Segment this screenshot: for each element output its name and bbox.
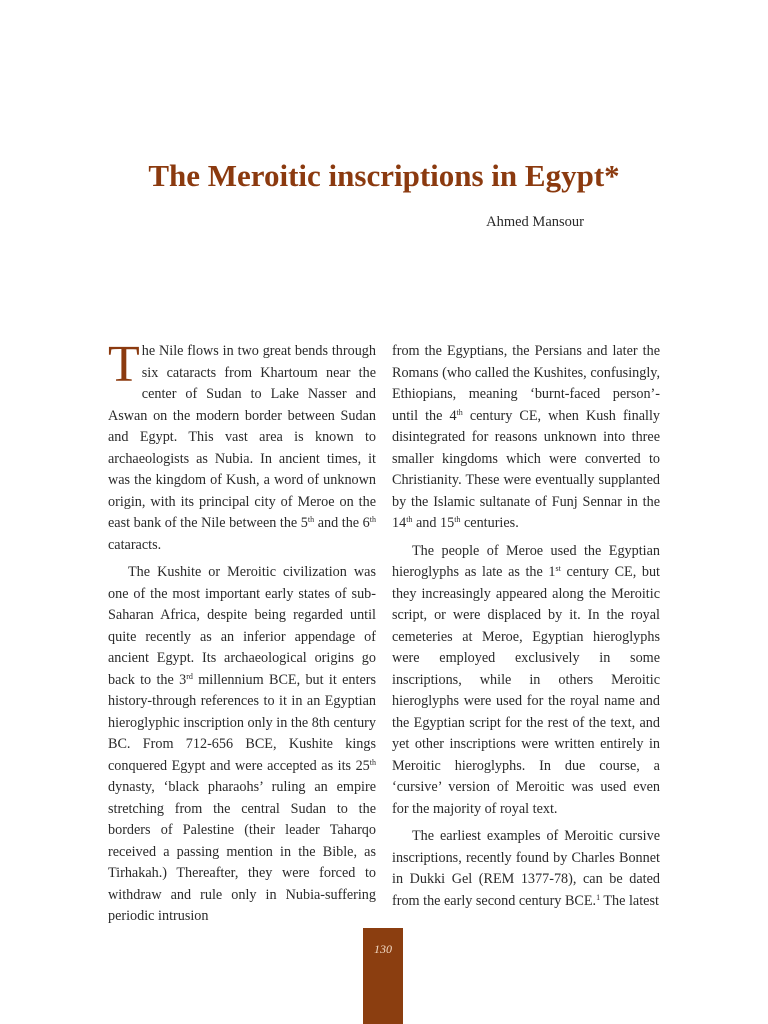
page-number-tab [363,928,403,1024]
left-column [108,336,376,934]
author-name: Ahmed Mansour [486,214,584,230]
drop-cap: T [108,336,140,393]
paragraph: The people of Meroe used the Egyptian hieroglyphs as late as the 1st century CE, but they increasingly appeared along the Meroitic script, or were displaced by it. In the royal cemeteries at Meroe, Egyptian hieroglyphs were employed exclusively in some inscriptions, while in others Meroitic hieroglyphs were used for the royal name and the Egyptian script for the rest of the text, and yet other inscriptions were written entirely in Meroitic hieroglyphs. In due course, a ‘cursive’ version of Meroitic was used even for the majority of royal text. [392,542,660,817]
article-title: The Meroitic inscriptions in Egypt* [148,158,620,193]
paragraph: The Kushite or Meroitic civilization was one of the most important early states of sub-Saharan Africa, despite being regarded until quite recently as an inferior appendage of ancient Egypt. Its archaeological origins go back to the 3rd millennium BCE, but it enters history-through references to it in an Egyptian hieroglyphic inscription only in the 8th century BC. From 712-656 BCE, Kushite kings conquered Egypt and were accepted as its 25th dynasty, ‘black pharaohs’ ruling an empire stretching from the central Sudan to the borders of Palestine (their leader Taharqo received a passing mention in the Bible, as Tirhakah.) Thereafter, they were forced to withdraw and rule only in Nubia-suffering periodic intrusion [108,564,376,924]
paragraph: from the Egyptians, the Persians and later the Romans (who called the Kushites, confusingly, Ethiopians, meaning ‘burnt-faced person’- until the 4th century CE, when Kush finally disintegrated for reasons unknown into three smaller kingdoms which were converted to Christianity. These were eventually supplanted by the Islamic sultanate of Funj Sennar in the 14th and 15th centuries. [392,343,660,531]
page-number: 130 [374,942,392,956]
paragraph: The earliest examples of Meroitic cursive inscriptions, recently found by Charles Bonnet in Dukki Gel (REM 1377-78), can be dated from the early second century BCE.$^1$ The latest [392,828,660,909]
right-column [392,341,660,918]
paragraph: The Nile flows in two great bends through six cataracts from Khartoum near the center of Sudan to Lake Nasser and Aswan on the modern border between Sudan and Egypt. This vast area is known to archaeologists as Nubia. In ancient times, it was the kingdom of Kush, a word of unknown origin, with its principal city of Meroe on the east bank of the Nile between the 5th and the 6th cataracts. [108,336,376,553]
